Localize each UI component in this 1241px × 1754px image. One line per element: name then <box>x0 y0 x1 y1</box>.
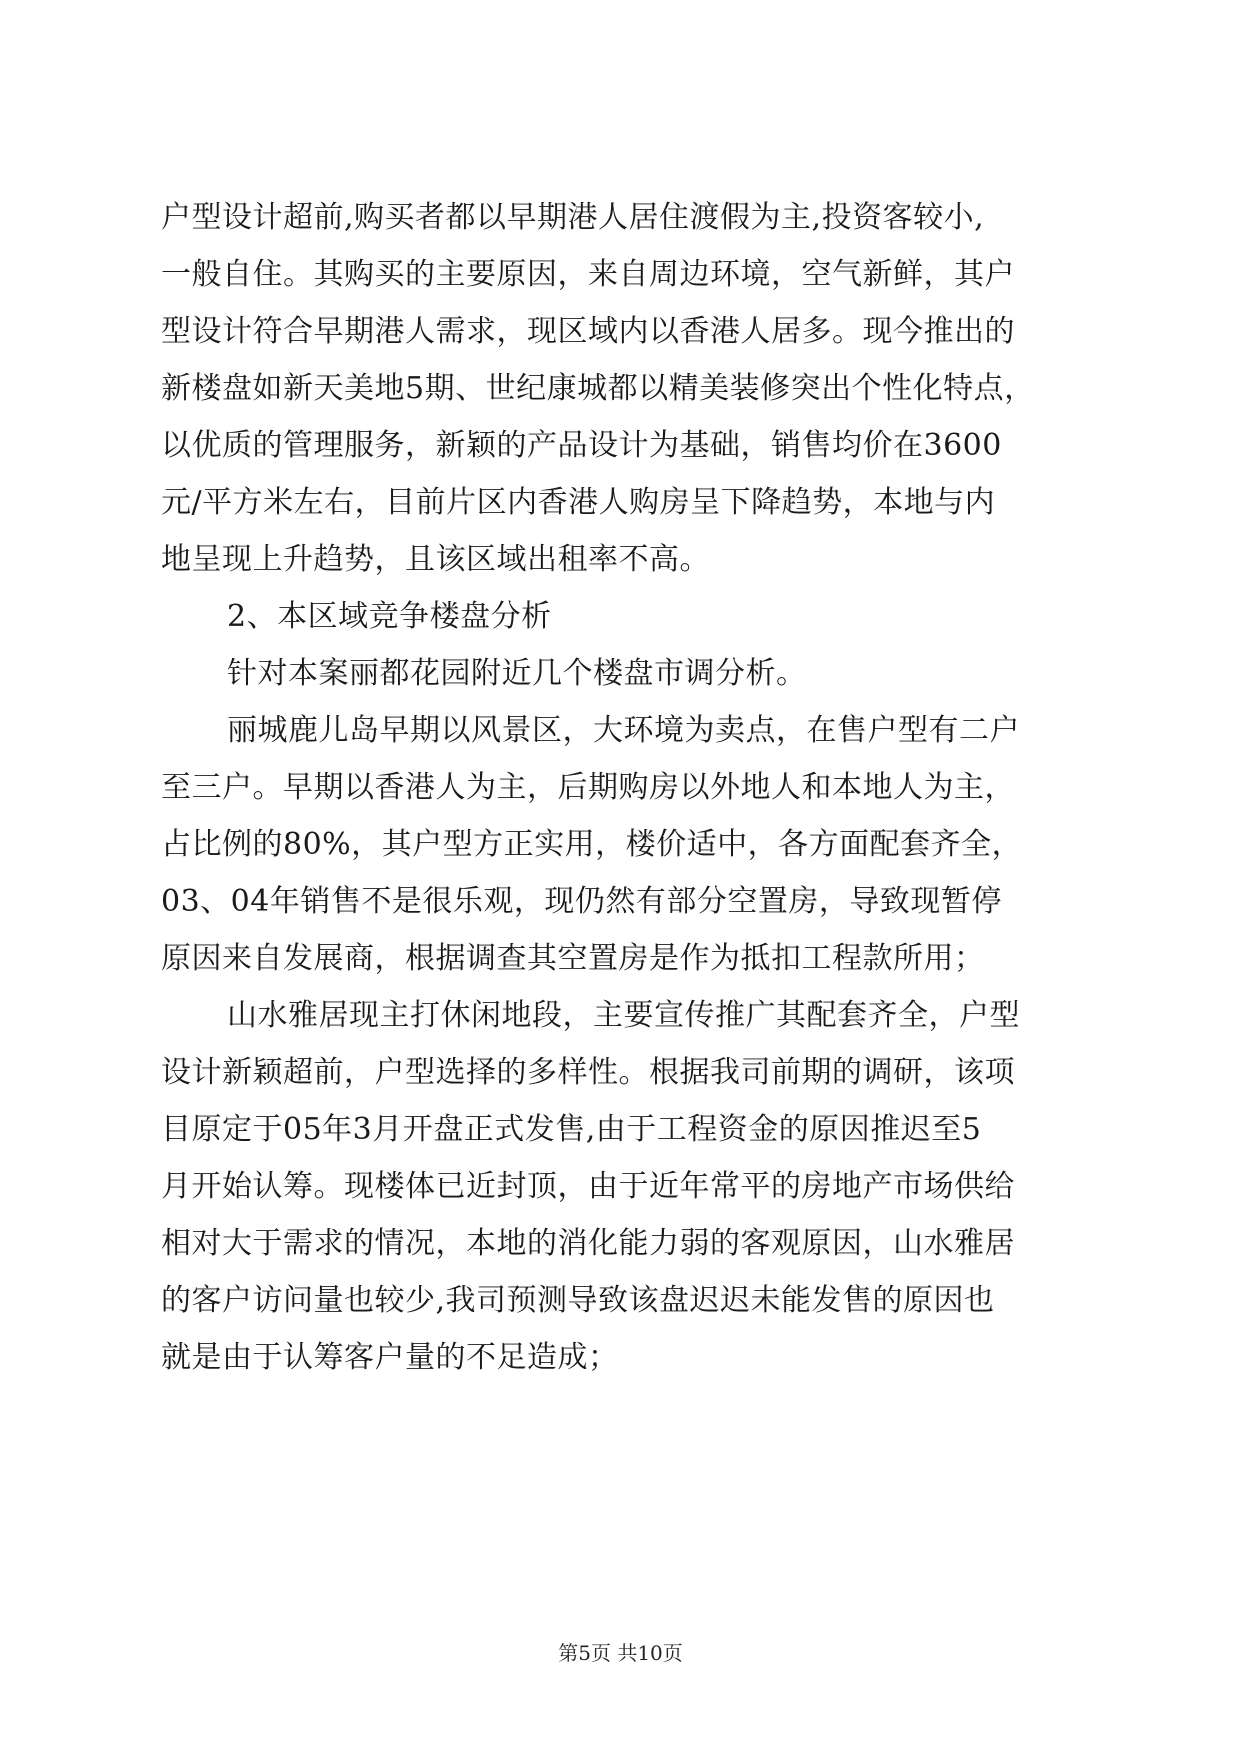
paragraph-line: 月开始认筹。现楼体已近封顶，由于近年常平的房地产市场供给 <box>161 1169 1015 1204</box>
paragraph-line: 地呈现上升趋势，且该区域出租率不高。 <box>161 542 710 577</box>
paragraph-line: 型设计符合早期港人需求，现区域内以香港人居多。现今推出的 <box>161 314 1015 349</box>
section-heading: 2、本区域竞争楼盘分析 <box>227 599 552 634</box>
paragraph-line: 占比例的80%，其户型方正实用，楼价适中，各方面配套齐全， <box>161 827 1023 862</box>
paragraph-line: 户型设计超前,购买者都以早期港人居住渡假为主,投资客较小, <box>161 200 985 235</box>
page-footer: 第5页 共10页 <box>558 1641 683 1665</box>
paragraph-line: 目原定于05年3月开盘正式发售,由于工程资金的原因推迟至5 <box>161 1112 982 1147</box>
paragraph-line: 至三户。早期以香港人为主，后期购房以外地人和本地人为主， <box>161 770 1015 805</box>
paragraph-line: 原因来自发展商，根据调查其空置房是作为抵扣工程款所用； <box>161 941 985 976</box>
paragraph-line: 一般自住。其购买的主要原因，来自周边环境，空气新鲜，其户 <box>161 257 1015 292</box>
paragraph-line: 元/平方米左右，目前片区内香港人购房呈下降趋势，本地与内 <box>161 485 996 520</box>
paragraph-line: 丽城鹿儿岛早期以风景区，大环境为卖点，在售户型有二户 <box>227 713 1020 748</box>
paragraph-line: 03、04年销售不是很乐观，现仍然有部分空置房，导致现暂停 <box>161 884 1002 919</box>
paragraph-line: 相对大于需求的情况，本地的消化能力弱的客观原因，山水雅居 <box>161 1226 1015 1261</box>
paragraph-line: 山水雅居现主打休闲地段，主要宣传推广其配套齐全，户型 <box>227 998 1020 1033</box>
paragraph-line: 设计新颖超前，户型选择的多样性。根据我司前期的调研，该项 <box>161 1055 1015 1090</box>
paragraph-line: 就是由于认筹客户量的不足造成； <box>161 1340 619 1375</box>
paragraph-line: 针对本案丽都花园附近几个楼盘市调分析。 <box>227 656 807 691</box>
paragraph-line: 的客户访问量也较少,我司预测导致该盘迟迟未能发售的原因也 <box>161 1283 995 1318</box>
paragraph-line: 以优质的管理服务，新颖的产品设计为基础，销售均价在3600 <box>161 428 1002 463</box>
paragraph-line: 新楼盘如新天美地5期、世纪康城都以精美装修突出个性化特点， <box>161 371 1035 406</box>
